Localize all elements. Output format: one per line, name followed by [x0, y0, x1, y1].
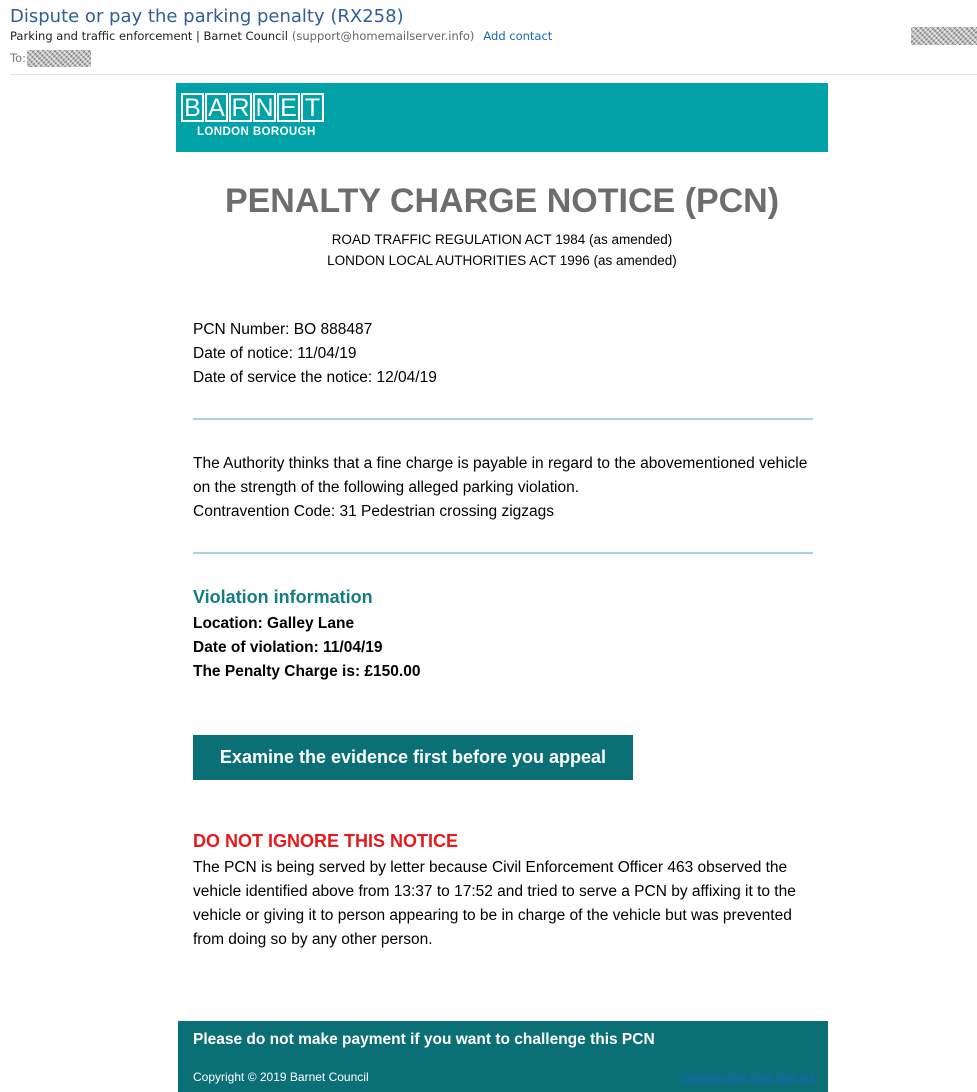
- date-of-service: Date of service the notice: 12/04/19: [193, 369, 437, 386]
- barnet-logo: [181, 93, 324, 138]
- logo-subtitle: LONDON BOROUGH: [197, 126, 316, 138]
- authority-text: The Authority thinks that a fine charge is payable in regard to the abovementioned vehicle on the strength of the following alleged parking violation.: [193, 455, 808, 496]
- violation-date: Date of violation: 11/04/19: [193, 639, 383, 656]
- sender-name[interactable]: Parking and traffic enforcement | Barnet Council: [10, 29, 288, 43]
- logo-letter: N: [253, 93, 276, 122]
- logo-letters: [181, 93, 324, 122]
- authority-statement: [193, 452, 818, 524]
- footer-copyright: Copyright © 2019 Barnet Council: [193, 1070, 369, 1084]
- unsubscribe-link[interactable]: Unsubscribe from this list: [679, 1070, 814, 1084]
- act-line-2: LONDON LOCAL AUTHORITIES ACT 1996 (as amended): [327, 253, 677, 268]
- violation-details: [193, 612, 420, 684]
- notice-title: PENALTY CHARGE NOTICE (PCN): [224, 182, 780, 220]
- header-divider: [10, 74, 977, 75]
- logo-letter: E: [277, 93, 300, 122]
- violation-heading: Violation information: [193, 587, 373, 607]
- email-sender: [10, 29, 552, 43]
- penalty-charge: The Penalty Charge is: £150.00: [193, 663, 421, 680]
- logo-letter: R: [229, 93, 252, 122]
- pcn-number: PCN Number: BO 888487: [193, 321, 373, 338]
- redacted-date: [911, 27, 977, 45]
- examine-evidence-button[interactable]: Examine the evidence first before you appeal: [193, 735, 633, 780]
- barnet-banner: [176, 83, 828, 152]
- logo-letter: B: [181, 93, 204, 122]
- warning-text: The PCN is being served by letter because Civil Enforcement Officer 463 observed the vehicle identified above from 13:37 to 17:52 and tried to serve a PCN by affixing it to the vehicle or giving it to person appearing to be in charge of the vehicle but was prevented from doing so by any other person.: [193, 859, 796, 948]
- email-subject: Dispute or pay the parking penalty (RX258): [10, 6, 404, 27]
- pcn-details: [193, 318, 437, 390]
- violation-location: Location: Galley Lane: [193, 615, 355, 632]
- contravention-code: Contravention Code: 31 Pedestrian crossing zigzags: [193, 503, 555, 520]
- email-footer: [178, 1021, 828, 1092]
- to-label: To:: [10, 51, 26, 65]
- logo-letter: A: [205, 93, 228, 122]
- logo-letter: T: [301, 93, 324, 122]
- email-header: [0, 0, 977, 75]
- section-divider: [193, 552, 813, 554]
- act-line-1: ROAD TRAFFIC REGULATION ACT 1984 (as amended): [331, 232, 673, 247]
- warning-heading: DO NOT IGNORE THIS NOTICE: [193, 831, 459, 851]
- sender-address: (support@homemailserver.info): [291, 29, 475, 43]
- add-contact-link[interactable]: Add contact: [483, 29, 553, 43]
- footer-heading: Please do not make payment if you want to challenge this PCN: [193, 1031, 655, 1048]
- date-of-notice: Date of notice: 11/04/19: [193, 345, 357, 362]
- email-recipients: [10, 50, 91, 67]
- section-divider: [193, 418, 813, 420]
- redacted-recipient: [27, 50, 91, 67]
